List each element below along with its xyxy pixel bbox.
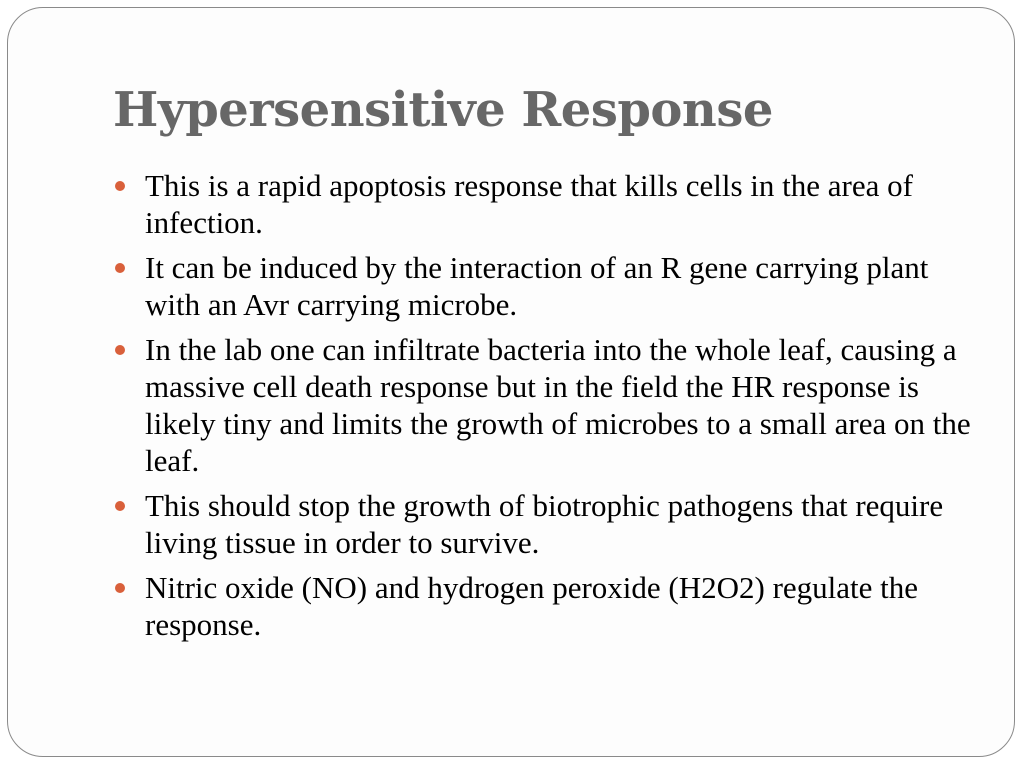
bullet-text: This is a rapid apoptosis response that kills cells in the area of infection. — [145, 168, 913, 240]
bullet-text: Nitric oxide (NO) and hydrogen peroxide (H2O2) regulate the response. — [145, 570, 919, 642]
bullet-dot-icon — [115, 501, 125, 511]
bullet-dot-icon — [115, 583, 125, 593]
bullet-list — [115, 167, 975, 651]
bullet-item — [115, 569, 975, 643]
bullet-text: It can be induced by the interaction of an R gene carrying plant with an Avr carrying microbe. — [145, 250, 929, 322]
bullet-item — [115, 167, 975, 241]
bullet-item — [115, 331, 975, 479]
bullet-text: In the lab one can infiltrate bacteria into the whole leaf, causing a massive cell death response but in the field the HR response is likely tiny and limits the growth of microbes to a small area on the leaf. — [145, 332, 971, 478]
bullet-dot-icon — [115, 345, 125, 355]
bullet-item — [115, 249, 975, 323]
bullet-item — [115, 487, 975, 561]
bullet-dot-icon — [115, 263, 125, 273]
bullet-dot-icon — [115, 181, 125, 191]
slide-title: Hypersensitive Response — [113, 82, 773, 138]
bullet-text: This should stop the growth of biotrophic pathogens that require living tissue in order to survive. — [145, 488, 944, 560]
